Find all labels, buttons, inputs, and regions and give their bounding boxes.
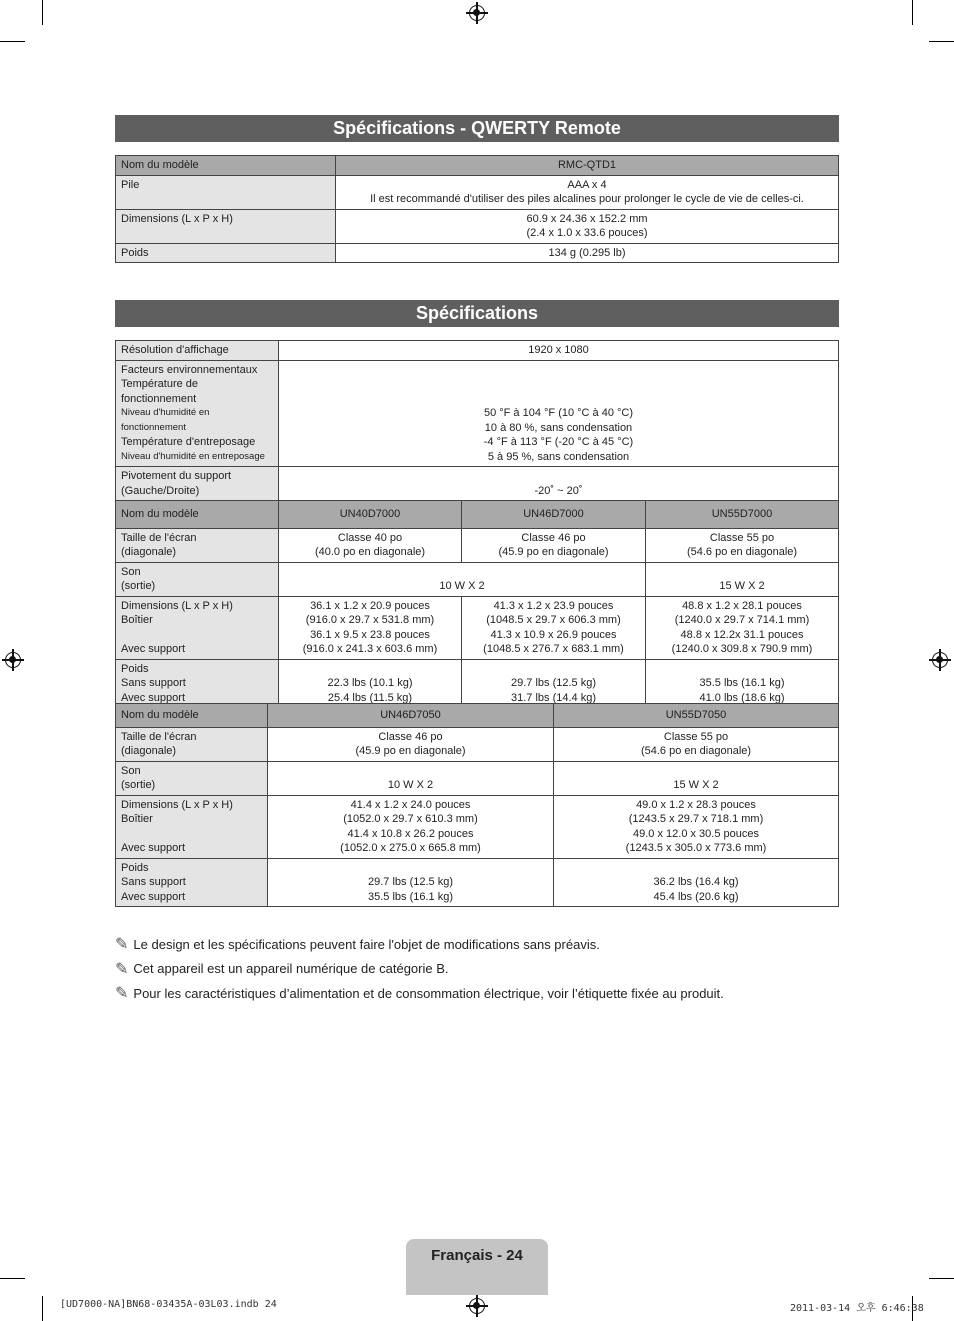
- table-row: [116, 209, 839, 243]
- stand-in: 36.1 x 9.5 x 23.8 pouces: [310, 628, 430, 641]
- crop-mark: [929, 1278, 954, 1279]
- swivel-label-1: Pivotement du support: [121, 470, 232, 482]
- box-mm: (1048.5 x 29.7 x 606.3 mm): [486, 614, 621, 626]
- crop-mark: [929, 41, 954, 42]
- with-label: Avec support: [121, 890, 186, 903]
- registration-mark-icon: [5, 652, 21, 668]
- box-mm: (916.0 x 29.7 x 531.8 mm): [305, 614, 435, 626]
- resolution-value: 1920 x 1080: [279, 341, 839, 361]
- weight-value: [646, 659, 839, 708]
- weight-value: 134 g (0.295 lb): [336, 243, 839, 263]
- dims-label: [116, 795, 268, 858]
- model-name: UN55D7050: [554, 704, 839, 728]
- dims-in: (2.4 x 1.0 x 33.6 pouces): [526, 227, 648, 239]
- note-item: [115, 932, 839, 957]
- st-hum-label: Niveau d'humidité en entreposage: [121, 450, 265, 462]
- pencil-note-icon: ✎: [115, 936, 129, 954]
- box-label: Boîtier: [121, 813, 153, 825]
- crop-mark: [912, 0, 913, 25]
- box-mm: (1240.0 x 29.7 x 714.1 mm): [674, 614, 810, 626]
- stand-mm: (1243.5 x 305.0 x 773.6 mm): [625, 842, 767, 854]
- notes-list: [115, 932, 839, 1006]
- note-text: Le design et les spécifications peuvent faire l'objet de modifications sans préavis.: [133, 936, 600, 952]
- w-without: 36.2 lbs (16.4 kg): [653, 876, 739, 888]
- sound-label-1: Son: [121, 565, 141, 578]
- note-item: [115, 981, 839, 1006]
- sound-label-2: (sortie): [121, 580, 156, 592]
- resolution-label: Résolution d'affichage: [116, 341, 279, 361]
- box-in: 41.4 x 1.2 x 24.0 pouces: [350, 798, 471, 811]
- model-name: UN46D7000: [462, 501, 646, 529]
- model-name: UN40D7000: [279, 501, 462, 529]
- model-name: UN55D7000: [646, 501, 839, 529]
- sound-value: 15 W X 2: [554, 761, 839, 795]
- stand-mm: (1048.5 x 276.7 x 683.1 mm): [483, 643, 624, 655]
- pencil-note-icon: ✎: [115, 985, 129, 1003]
- dims-value: [336, 209, 839, 243]
- without-label: Sans support: [121, 876, 186, 888]
- screen-label-1: Taille de l'écran: [121, 730, 197, 743]
- st-hum-value: 5 à 95 %, sans condensation: [487, 450, 630, 463]
- remote-spec-table: [115, 155, 839, 263]
- stand-in: 49.0 x 12.0 x 30.5 pouces: [633, 827, 759, 840]
- op-hum-value: 10 à 80 %, sans condensation: [484, 421, 633, 434]
- crop-mark: [42, 0, 43, 25]
- table-row: [116, 761, 839, 795]
- box-in: 49.0 x 1.2 x 28.3 pouces: [636, 798, 756, 811]
- table-row: [116, 341, 839, 361]
- footer-timestamp: 2011-03-14 오후 6:46:38: [790, 1303, 924, 1314]
- screen-class: Classe 55 po: [709, 531, 775, 544]
- table-row: [116, 659, 839, 708]
- sound-value: 15 W X 2: [646, 562, 839, 596]
- w-without: 29.7 lbs (12.5 kg): [511, 677, 596, 689]
- weight-value: [554, 858, 839, 907]
- remote-spec-title: Spécifications - QWERTY Remote: [115, 115, 839, 142]
- screen-label-1: Taille de l'écran: [121, 531, 197, 544]
- note-text: Cet appareil est un appareil numérique de catégorie B.: [133, 961, 449, 977]
- screen-diag: (40.0 po en diagonale): [314, 546, 426, 558]
- screen-label: [116, 528, 279, 562]
- spec-table-1: [115, 340, 839, 708]
- weight-value: [279, 659, 462, 708]
- dims-title: Dimensions (L x P x H): [121, 798, 233, 811]
- model-label: Nom du modèle: [116, 704, 268, 728]
- w-with: 35.5 lbs (16.1 kg): [368, 890, 453, 903]
- screen-label: [116, 727, 268, 761]
- table-row: [116, 727, 839, 761]
- weight-title: Poids: [121, 662, 149, 675]
- table-row: [116, 175, 839, 209]
- screen-value: [268, 727, 554, 761]
- box-mm: (1243.5 x 29.7 x 718.1 mm): [628, 813, 764, 825]
- w-with: 45.4 lbs (20.6 kg): [653, 890, 739, 903]
- table-row: [116, 360, 839, 467]
- sound-label-1: Son: [121, 764, 141, 777]
- battery-value: [336, 175, 839, 209]
- stand-label: Avec support: [121, 643, 186, 655]
- pencil-note-icon: ✎: [115, 960, 129, 978]
- note-text: Pour les caractéristiques d’alimentation et de consommation électrique, voir l’étiquette fixée au produit.: [133, 985, 724, 1001]
- w-without: 22.3 lbs (10.1 kg): [327, 677, 413, 689]
- battery-note: Il est recommandé d'utiliser des piles alcalines pour prolonger le cycle de vie de celles-ci.: [370, 193, 804, 205]
- battery-type: AAA x 4: [567, 178, 607, 191]
- table-row: [116, 562, 839, 596]
- model-label: Nom du modèle: [116, 501, 279, 529]
- footer-file-info: [UD7000-NA]BN68-03435A-03L03.indb 24: [60, 1299, 277, 1310]
- dims-value: [646, 596, 839, 659]
- spec-table-2: [115, 703, 839, 907]
- table-row: [116, 243, 839, 263]
- without-label: Sans support: [121, 677, 186, 689]
- screen-diag: (54.6 po en diagonale): [686, 546, 798, 558]
- swivel-label-2: (Gauche/Droite): [121, 484, 200, 497]
- st-temp-value: -4 °F à 113 °F (-20 °C à 45 °C): [483, 436, 634, 448]
- table-row: [116, 467, 839, 501]
- stand-in: 41.3 x 10.9 x 26.9 pouces: [490, 628, 617, 641]
- weight-label: [116, 858, 268, 907]
- screen-diag: (45.9 po en diagonale): [498, 546, 609, 558]
- dims-value: [554, 795, 839, 858]
- battery-label: Pile: [116, 175, 336, 209]
- model-name: UN46D7050: [268, 704, 554, 728]
- crop-mark: [42, 1296, 43, 1321]
- sound-label-2: (sortie): [121, 779, 156, 791]
- stand-mm: (916.0 x 241.3 x 603.6 mm): [302, 643, 438, 655]
- weight-value: [462, 659, 646, 708]
- op-hum-label: Niveau d'humidité en fonctionnement: [121, 407, 210, 433]
- stand-label: Avec support: [121, 842, 186, 854]
- screen-value: [554, 727, 839, 761]
- model-label: Nom du modèle: [116, 156, 336, 176]
- env-title: Facteurs environnementaux: [121, 363, 258, 376]
- op-temp-label: Température de fonctionnement: [121, 378, 199, 405]
- screen-label-2: (diagonale): [121, 546, 177, 558]
- with-label: Avec support: [121, 691, 186, 704]
- table-row: [116, 501, 839, 529]
- screen-class: Classe 40 po: [337, 531, 403, 544]
- table-row: [116, 596, 839, 659]
- dims-value: [268, 795, 554, 858]
- w-without: 29.7 lbs (12.5 kg): [368, 876, 453, 888]
- dims-title: Dimensions (L x P x H): [121, 599, 233, 612]
- w-with: 41.0 lbs (18.6 kg): [699, 691, 785, 704]
- note-item: [115, 957, 839, 982]
- box-in: 48.8 x 1.2 x 28.1 pouces: [682, 599, 802, 612]
- box-in: 36.1 x 1.2 x 20.9 pouces: [310, 599, 430, 612]
- screen-value: [646, 528, 839, 562]
- weight-value: [268, 858, 554, 907]
- swivel-label: [116, 467, 279, 501]
- registration-mark-icon: [469, 5, 485, 21]
- table-row: [116, 156, 839, 176]
- table-row: [116, 704, 839, 728]
- env-label: [116, 360, 279, 467]
- weight-title: Poids: [121, 861, 149, 874]
- dims-value: [279, 596, 462, 659]
- page-label: Français - 24: [431, 1247, 523, 1264]
- swivel-value: -20˚ ~ 20˚: [279, 467, 839, 501]
- sound-value: 10 W X 2: [268, 761, 554, 795]
- screen-value: [462, 528, 646, 562]
- box-mm: (1052.0 x 29.7 x 610.3 mm): [343, 813, 478, 825]
- box-label: Boîtier: [121, 614, 153, 626]
- screen-diag: (54.6 po en diagonale): [640, 745, 752, 757]
- stand-in: 48.8 x 12.2x 31.1 pouces: [680, 628, 804, 641]
- w-without: 35.5 lbs (16.1 kg): [699, 677, 785, 689]
- crop-mark: [0, 1278, 25, 1279]
- dims-label: [116, 596, 279, 659]
- weight-label: Poids: [116, 243, 336, 263]
- screen-class: Classe 46 po: [521, 531, 586, 544]
- env-value: [279, 360, 839, 467]
- model-value: RMC-QTD1: [336, 156, 839, 176]
- box-in: 41.3 x 1.2 x 23.9 pouces: [493, 599, 614, 612]
- table-row: [116, 795, 839, 858]
- table-row: [116, 858, 839, 907]
- w-with: 25.4 lbs (11.5 kg): [327, 691, 413, 704]
- op-temp-value: 50 °F à 104 °F (10 °C à 40 °C): [483, 407, 634, 419]
- stand-in: 41.4 x 10.8 x 26.2 pouces: [347, 827, 474, 840]
- registration-mark-icon: [469, 1298, 485, 1314]
- screen-value: [279, 528, 462, 562]
- sound-label: [116, 761, 268, 795]
- screen-class: Classe 55 po: [663, 730, 729, 743]
- weight-label: [116, 659, 279, 708]
- stand-mm: (1240.0 x 309.8 x 790.9 mm): [671, 643, 813, 655]
- dims-label: Dimensions (L x P x H): [116, 209, 336, 243]
- spec-title: Spécifications: [115, 300, 839, 327]
- dims-value: [462, 596, 646, 659]
- table-row: [116, 528, 839, 562]
- screen-diag: (45.9 po en diagonale): [355, 745, 466, 757]
- screen-class: Classe 46 po: [378, 730, 443, 743]
- dims-mm: 60.9 x 24.36 x 152.2 mm: [526, 212, 648, 225]
- sound-value: 10 W X 2: [279, 562, 646, 596]
- sound-label: [116, 562, 279, 596]
- stand-mm: (1052.0 x 275.0 x 665.8 mm): [340, 842, 481, 854]
- crop-mark: [0, 41, 25, 42]
- screen-label-2: (diagonale): [121, 745, 177, 757]
- registration-mark-icon: [932, 652, 948, 668]
- w-with: 31.7 lbs (14.4 kg): [511, 691, 596, 704]
- page-number-tab: [406, 1239, 548, 1295]
- st-temp-label: Température d'entreposage: [121, 436, 256, 448]
